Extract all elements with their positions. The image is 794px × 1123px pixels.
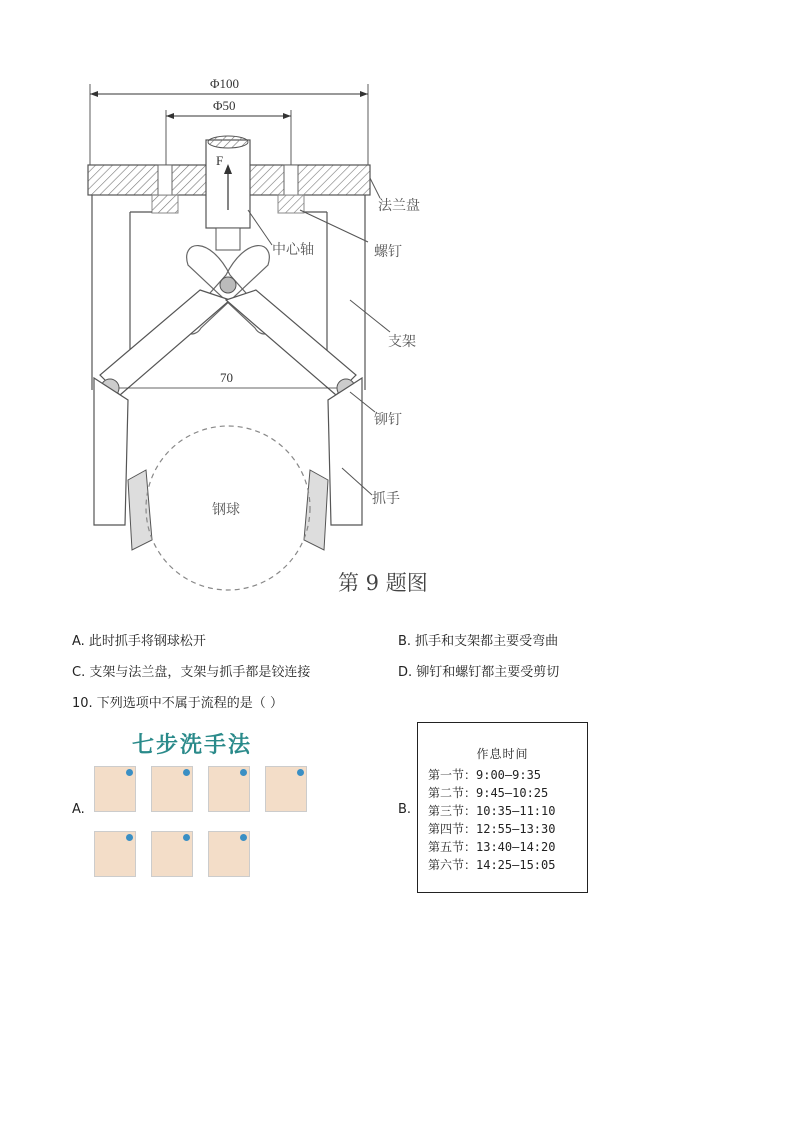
hand-step-2-image (151, 766, 193, 812)
shaft-section (208, 136, 248, 148)
q9-option-b[interactable]: B. 抓手和支架都主要受弯曲 (398, 634, 559, 649)
screw-label: 螺钉 (374, 244, 402, 260)
question-9-diagram (80, 70, 460, 600)
screw-head-left (152, 195, 178, 213)
shaft-neck (216, 228, 240, 250)
pad-left (128, 470, 152, 550)
hand-step-3-image (208, 766, 250, 812)
hand-step-4-image (265, 766, 307, 812)
hand-step-1-image (94, 766, 136, 812)
screw-left (158, 165, 172, 195)
jaw-right (328, 378, 362, 525)
figure-caption: 第 9 题图 (338, 571, 428, 595)
gripper-label: 抓手 (372, 491, 400, 507)
hand-step-5-image (94, 831, 136, 877)
q10-stem: 10. 下列选项中不属于流程的是（ ） (72, 696, 283, 711)
schedule-row: 第二节：9:45—10:25 (428, 786, 549, 800)
schedule-card (417, 722, 588, 893)
schedule-row: 第四节：12:55—13:30 (428, 822, 556, 836)
schedule-title: 作息时间 (476, 747, 529, 761)
hand-step-7-image (208, 831, 250, 877)
dim-outer-label: Φ100 (210, 76, 240, 91)
force-label: F (216, 153, 224, 168)
schedule-row: 第一节：9:00—9:35 (428, 768, 542, 782)
q10-option-b-marker[interactable]: B. (398, 802, 412, 817)
shaft-label: 中心轴 (272, 242, 314, 258)
jaw-left (94, 378, 128, 525)
q9-option-a[interactable]: A. 此时抓手将钢球松开 (72, 634, 206, 649)
rivet-label: 铆钉 (374, 412, 402, 428)
pivot-center (220, 277, 236, 293)
dim-span-label: 70 (220, 370, 233, 385)
q9-option-c[interactable]: C. 支架与法兰盘，支架与抓手都是铰连接 (72, 665, 311, 680)
schedule-row: 第五节：13:40—14:20 (428, 840, 556, 854)
q9-option-d[interactable]: D. 铆钉和螺钉都主要受剪切 (398, 665, 560, 680)
q10-option-a-marker[interactable]: A. (72, 802, 85, 817)
handwash-title: 七步洗手法 (132, 733, 253, 758)
hand-step-6-image (151, 831, 193, 877)
handwash-poster (92, 728, 322, 893)
bracket-label: 支架 (388, 334, 416, 350)
ball-label: 钢球 (212, 502, 240, 518)
schedule-row: 第三节：10:35—11:10 (428, 804, 556, 818)
flange-label: 法兰盘 (378, 198, 420, 214)
screw-right (284, 165, 298, 195)
pad-right (304, 470, 328, 550)
schedule-row: 第六节：14:25—15:05 (428, 858, 556, 872)
dim-inner-label: Φ50 (213, 98, 236, 113)
